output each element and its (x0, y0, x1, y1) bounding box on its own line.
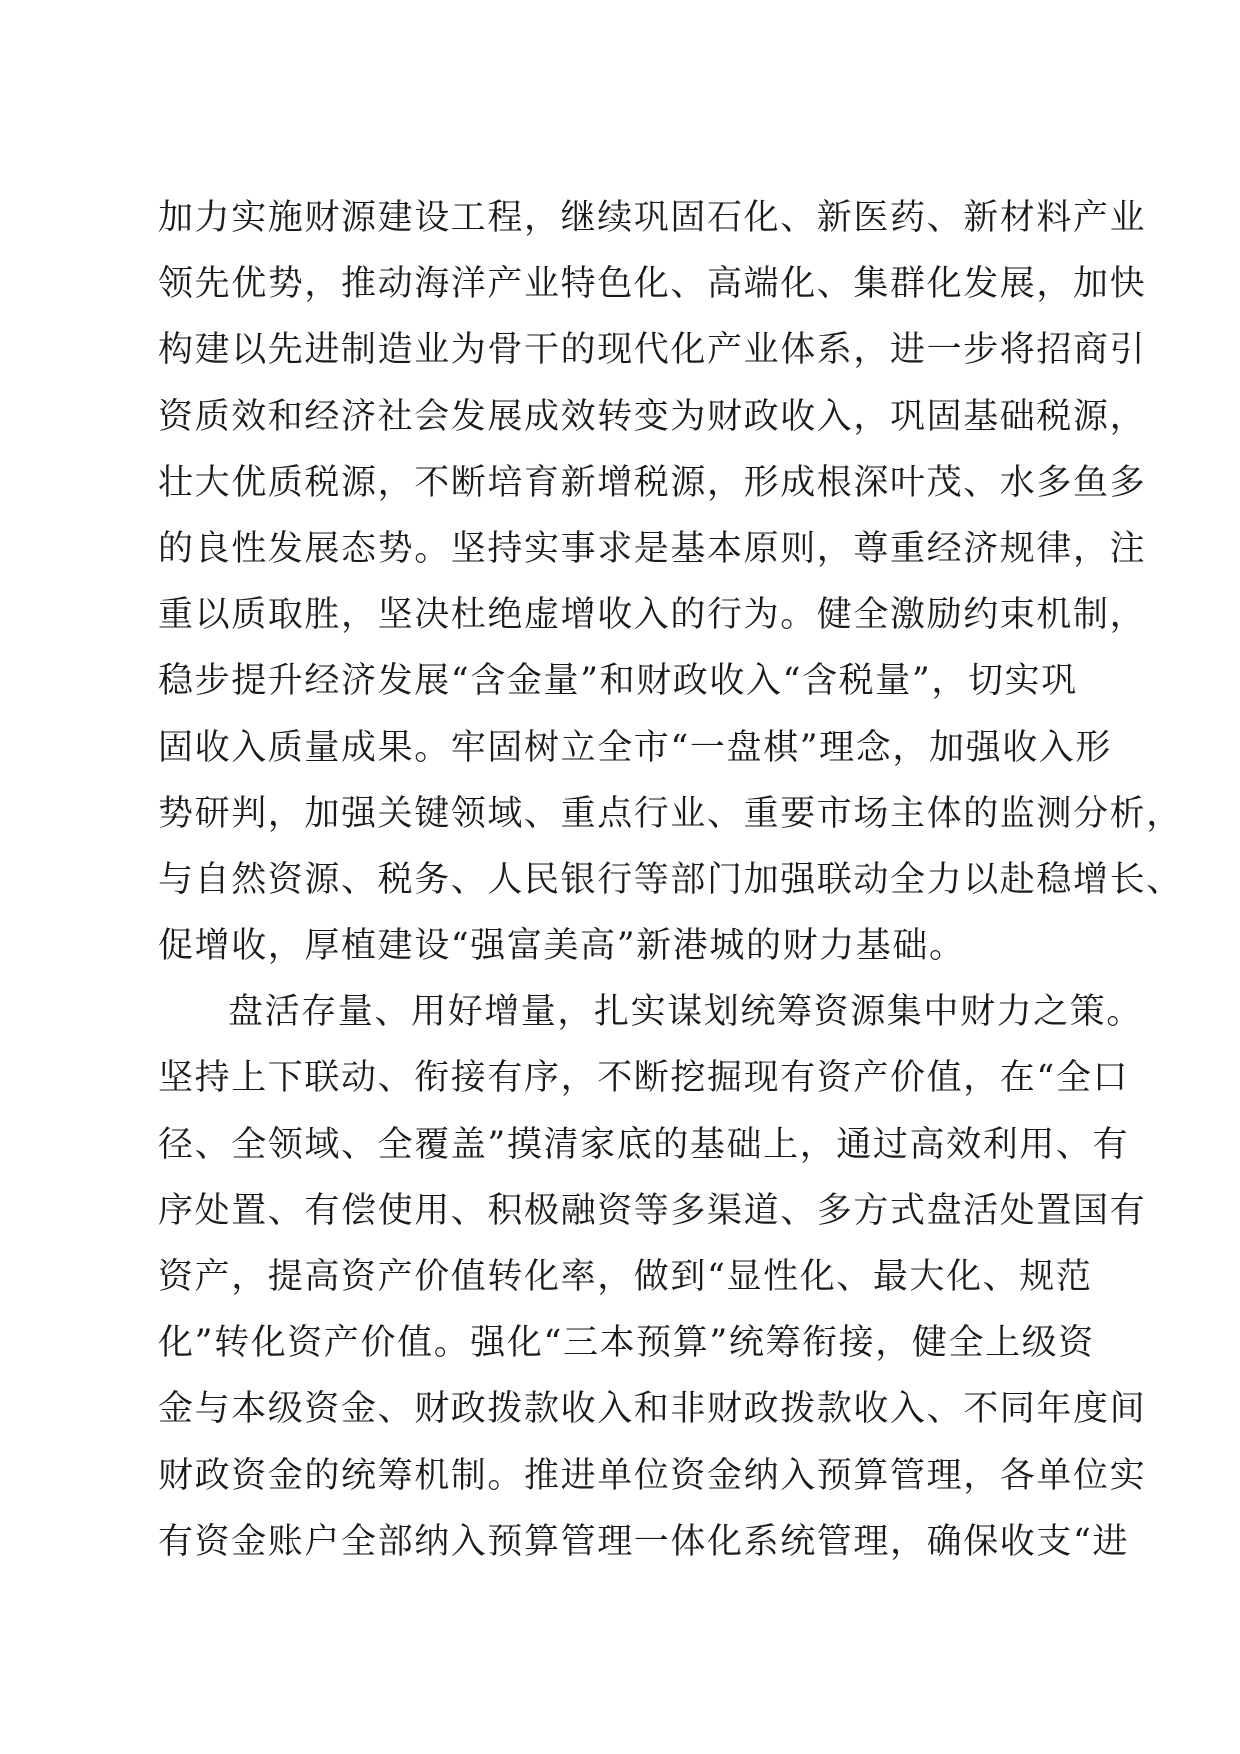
text-line-19: 金与本级资金、财政拨款收入和非财政拨款收入、不同年度间 (158, 1389, 1147, 1430)
text-line-10: 势研判，加强关键领域、重点行业、重要市场主体的监测分析， (158, 793, 1183, 834)
text-line-9: 固收入质量成果。牢固树立全市“一盘棋”理念，加强收入形 (158, 727, 1112, 768)
text-line-16: 序处置、有偿使用、积极融资等多渠道、多方式盘活处置国有 (158, 1190, 1147, 1231)
text-line-21: 有资金账户全部纳入预算管理一体化系统管理，确保收支“进 (158, 1521, 1130, 1562)
text-line-7: 重以质取胜，坚决杜绝虚增收入的行为。健全激励约束机制， (158, 595, 1147, 636)
text-line-17: 资产，提高资产价值转化率，做到“显性化、最大化、规范 (158, 1257, 1093, 1297)
text-line-6: 的良性发展态势。坚持实事求是基本原则，尊重经济规律，注 (158, 528, 1147, 569)
text-line-5: 壮大优质税源，不断培育新增税源，形成根深叶茂、水多鱼多 (158, 462, 1147, 503)
text-line-18: 化”转化资产价值。强化“三本预算”统筹衔接，健全上级资 (158, 1323, 1095, 1364)
text-line-8: 稳步提升经济发展“含金量”和财政收入“含税量”，切实巩 (158, 661, 1078, 702)
text-line-4: 资质效和经济社会发展成效转变为财政收入，巩固基础税源， (158, 396, 1147, 437)
text-line-15: 径、全领域、全覆盖”摸清家底的基础上，通过高效利用、有 (158, 1124, 1130, 1165)
paragraph-start-line: 盘活存量、用好增量，扎实谋划统筹资源集中财力之策。 (228, 992, 1144, 1033)
text-line-2: 领先优势，推动海洋产业特色化、高端化、集群化发展，加快 (158, 264, 1147, 305)
text-line-14: 坚持上下联动、衔接有序，不断挖掘现有资产价值，在“全口 (158, 1058, 1130, 1099)
text-line-11: 与自然资源、税务、人民银行等部门加强联动全力以赴稳增长、 (158, 859, 1183, 900)
text-line-12: 促增收，厚植建设“强富美高”新港城的财力基础。 (158, 926, 966, 967)
text-line-20: 财政资金的统筹机制。推进单位资金纳入预算管理，各单位实 (158, 1455, 1147, 1496)
body-text (158, 185, 1183, 1575)
text-line-3: 构建以先进制造业为骨干的现代化产业体系，进一步将招商引 (158, 330, 1147, 371)
text-line-1: 加力实施财源建设工程，继续巩固石化、新医药、新材料产业 (158, 198, 1147, 238)
